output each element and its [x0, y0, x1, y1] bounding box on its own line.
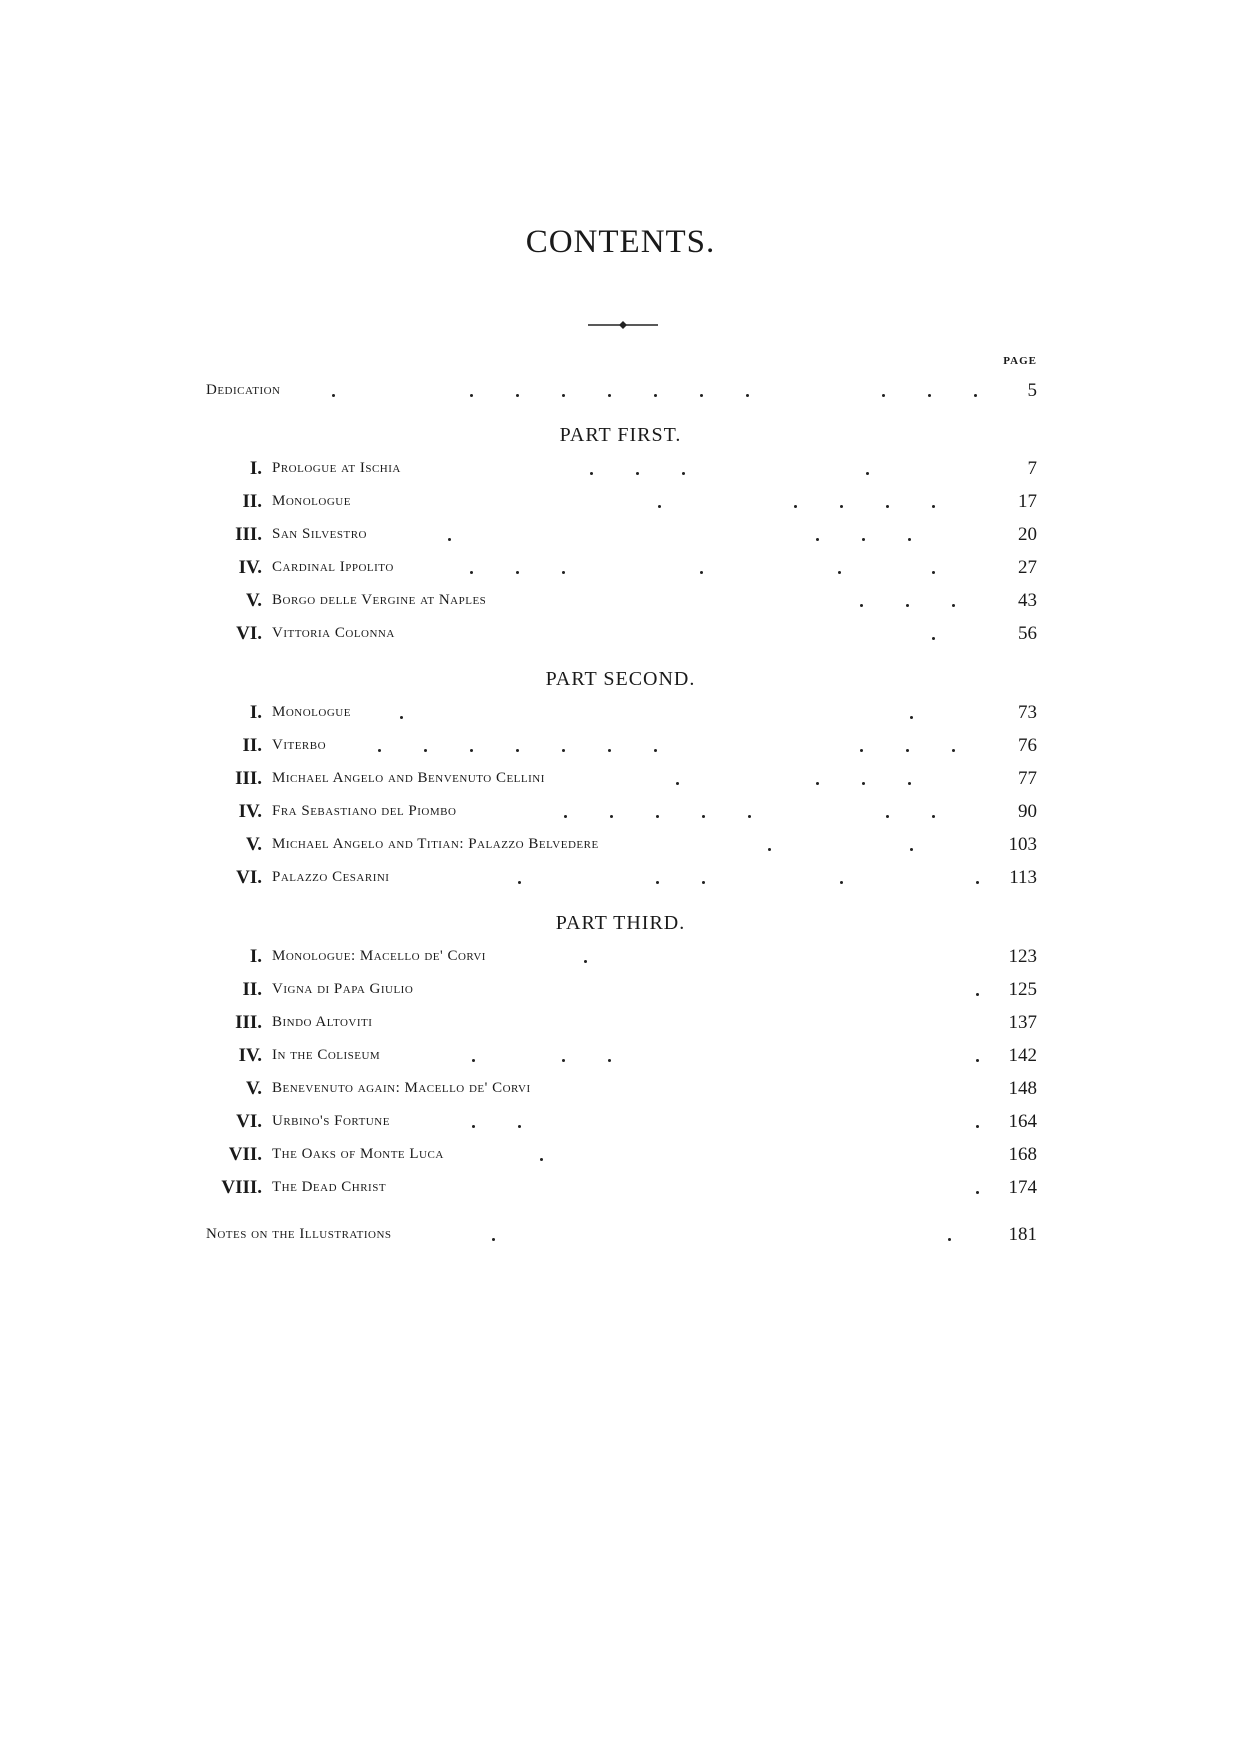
leader-dot [472, 1059, 475, 1062]
toc-page-number: 76 [1018, 735, 1037, 756]
leader-dot [518, 1125, 521, 1128]
leader-dot [654, 749, 657, 752]
leader-dot [656, 815, 659, 818]
toc-entry-title: Dedication [206, 382, 281, 398]
toc-entry-title: Benevenuto again: Macello de' Corvi [272, 1080, 531, 1096]
leader-dot [840, 505, 843, 508]
leader-dot [656, 881, 659, 884]
leader-dot [862, 782, 865, 785]
leader-dot [976, 881, 979, 884]
leader-dot [976, 1125, 979, 1128]
toc-page-number: 164 [1008, 1111, 1037, 1132]
leader-dot [840, 881, 843, 884]
leader-dot [636, 472, 639, 475]
toc-entry-title: Monologue [272, 704, 351, 720]
leader-dot [910, 716, 913, 719]
page-title: CONTENTS. [525, 224, 716, 260]
chapter-number: II. [242, 491, 262, 512]
leader-dot [816, 538, 819, 541]
leader-dot [862, 538, 865, 541]
chapter-number: III. [235, 524, 262, 545]
leader-dot [658, 505, 661, 508]
toc-row[interactable] [206, 865, 1037, 891]
toc-entry-title: Vigna di Papa Giulio [272, 981, 414, 997]
part-heading: PART FIRST. [559, 424, 682, 446]
ornament-divider [588, 320, 658, 330]
toc-entry-title: San Silvestro [272, 526, 367, 542]
toc-row[interactable] [206, 456, 1037, 482]
toc-row[interactable] [206, 700, 1037, 726]
toc-page-number: 148 [1008, 1078, 1037, 1099]
leader-dot [976, 1059, 979, 1062]
leader-dot [608, 1059, 611, 1062]
toc-page-number: 137 [1008, 1012, 1037, 1033]
chapter-number: I. [249, 702, 262, 723]
toc-entry-title: Prologue at Ischia [272, 460, 401, 476]
leader-dot [948, 1238, 951, 1241]
toc-row[interactable] [206, 1175, 1037, 1201]
toc-entry-title: Borgo delle Vergine at Naples [272, 592, 487, 608]
toc-entry-title: Viterbo [272, 737, 327, 753]
leader-dot [448, 538, 451, 541]
leader-dot [952, 749, 955, 752]
leader-dot [910, 848, 913, 851]
leader-dot [974, 394, 977, 397]
leader-dot [654, 394, 657, 397]
toc-page-number: 125 [1008, 979, 1037, 1000]
leader-dot [932, 637, 935, 640]
leader-dot [906, 749, 909, 752]
toc-entry-title: Monologue [272, 493, 351, 509]
leader-dot [886, 815, 889, 818]
leader-dot [470, 394, 473, 397]
toc-entry-title: In the Coliseum [272, 1047, 381, 1063]
chapter-number: I. [249, 946, 262, 967]
leader-dot [400, 716, 403, 719]
chapter-number: III. [235, 1012, 262, 1033]
toc-page-number: 113 [1009, 867, 1037, 888]
leader-dot [562, 571, 565, 574]
toc-row[interactable] [206, 522, 1037, 548]
toc-row[interactable] [206, 621, 1037, 647]
leader-dot [676, 782, 679, 785]
chapter-number: VI. [236, 867, 262, 888]
leader-dot [470, 571, 473, 574]
leader-dot [682, 472, 685, 475]
leader-dot [932, 815, 935, 818]
leader-dot [908, 782, 911, 785]
toc-entry-title: Palazzo Cesarini [272, 869, 390, 885]
chapter-number: V. [245, 590, 262, 611]
chapter-number: V. [245, 1078, 262, 1099]
leader-dot [866, 472, 869, 475]
chapter-number: IV. [238, 801, 262, 822]
leader-dot [584, 960, 587, 963]
chapter-number: III. [235, 768, 262, 789]
leader-dot [608, 394, 611, 397]
toc-row[interactable] [206, 1109, 1037, 1135]
chapter-number: I. [249, 458, 262, 479]
toc-page-number: 168 [1008, 1144, 1037, 1165]
toc-page-number: 142 [1008, 1045, 1037, 1066]
leader-dot [378, 749, 381, 752]
leader-dot [860, 604, 863, 607]
toc-row[interactable] [206, 1142, 1037, 1168]
toc-entry-title: Monologue: Macello de' Corvi [272, 948, 486, 964]
chapter-number: V. [245, 834, 262, 855]
toc-entry-title: Michael Angelo and Titian: Palazzo Belvedere [272, 836, 599, 852]
toc-entry-title: The Dead Christ [272, 1179, 387, 1195]
toc-page-number: 7 [1027, 458, 1037, 479]
leader-dot [492, 1238, 495, 1241]
toc-row[interactable] [206, 944, 1037, 970]
leader-dot [564, 815, 567, 818]
toc-row[interactable] [206, 977, 1037, 1003]
leader-dot [562, 394, 565, 397]
leader-dot [610, 815, 613, 818]
part-heading: PART THIRD. [555, 912, 686, 934]
toc-page-number: 17 [1018, 491, 1037, 512]
leader-dot [952, 604, 955, 607]
toc-row[interactable] [206, 555, 1037, 581]
leader-dot [928, 394, 931, 397]
leader-dot [816, 782, 819, 785]
toc-row[interactable] [206, 733, 1037, 759]
toc-entry-title: Urbino's Fortune [272, 1113, 390, 1129]
leader-dot [768, 848, 771, 851]
leader-dot [794, 505, 797, 508]
toc-page-number: 90 [1018, 801, 1037, 822]
chapter-number: VIII. [221, 1177, 262, 1198]
page-column-label: PAGE [1003, 355, 1037, 367]
leader-dot [470, 749, 473, 752]
toc-row[interactable] [206, 832, 1037, 858]
leader-dot [562, 1059, 565, 1062]
toc-entry-title: Fra Sebastiano del Piombo [272, 803, 457, 819]
leader-dot [700, 394, 703, 397]
chapter-number: VII. [228, 1144, 262, 1165]
leader-dot [608, 749, 611, 752]
leader-dot [540, 1158, 543, 1161]
chapter-number: IV. [238, 1045, 262, 1066]
toc-row-notes[interactable] [206, 1222, 1037, 1248]
toc-entry-title: Notes on the Illustrations [206, 1226, 392, 1242]
toc-row[interactable] [206, 489, 1037, 515]
leader-dot [516, 749, 519, 752]
chapter-number: II. [242, 979, 262, 1000]
toc-entry-title: Bindo Altoviti [272, 1014, 373, 1030]
leader-dot [472, 1125, 475, 1128]
toc-page-number: 123 [1008, 946, 1037, 967]
toc-row[interactable] [206, 1076, 1037, 1102]
toc-entry-title: Vittoria Colonna [272, 625, 395, 641]
chapter-number: VI. [236, 623, 262, 644]
leader-dot [562, 749, 565, 752]
leader-dot [516, 394, 519, 397]
leader-dot [748, 815, 751, 818]
leader-dot [932, 505, 935, 508]
toc-page-number: 20 [1018, 524, 1037, 545]
toc-page-number: 181 [1008, 1224, 1037, 1245]
leader-dot [908, 538, 911, 541]
chapter-number: IV. [238, 557, 262, 578]
toc-page-number: 5 [1027, 380, 1037, 401]
toc-row[interactable] [206, 1043, 1037, 1069]
toc-row[interactable] [206, 766, 1037, 792]
leader-dot [516, 571, 519, 574]
toc-entry-title: The Oaks of Monte Luca [272, 1146, 444, 1162]
leader-dot [932, 571, 935, 574]
leader-dot [702, 881, 705, 884]
leader-dot [886, 505, 889, 508]
leader-dot [976, 993, 979, 996]
toc-page-number: 43 [1018, 590, 1037, 611]
chapter-number: II. [242, 735, 262, 756]
toc-page-number: 73 [1018, 702, 1037, 723]
leader-dot [838, 571, 841, 574]
leader-dot [882, 394, 885, 397]
leader-dot [518, 881, 521, 884]
toc-page-number: 27 [1018, 557, 1037, 578]
leader-dot [860, 749, 863, 752]
toc-row[interactable] [206, 1010, 1037, 1036]
toc-page-number: 103 [1008, 834, 1037, 855]
part-heading: PART SECOND. [545, 668, 696, 690]
leader-dot [746, 394, 749, 397]
leader-dot [702, 815, 705, 818]
leader-dot [332, 394, 335, 397]
toc-entry-title: Michael Angelo and Benvenuto Cellini [272, 770, 545, 786]
toc-row[interactable] [206, 588, 1037, 614]
chapter-number: VI. [236, 1111, 262, 1132]
toc-page-number: 56 [1018, 623, 1037, 644]
leader-dot [976, 1191, 979, 1194]
leader-dot [906, 604, 909, 607]
toc-row[interactable] [206, 799, 1037, 825]
leader-dot [424, 749, 427, 752]
toc-entry-title: Cardinal Ippolito [272, 559, 394, 575]
toc-page-number: 77 [1018, 768, 1037, 789]
toc-row-dedication[interactable] [206, 378, 1037, 404]
toc-page-number: 174 [1008, 1177, 1037, 1198]
leader-dot [700, 571, 703, 574]
leader-dot [590, 472, 593, 475]
